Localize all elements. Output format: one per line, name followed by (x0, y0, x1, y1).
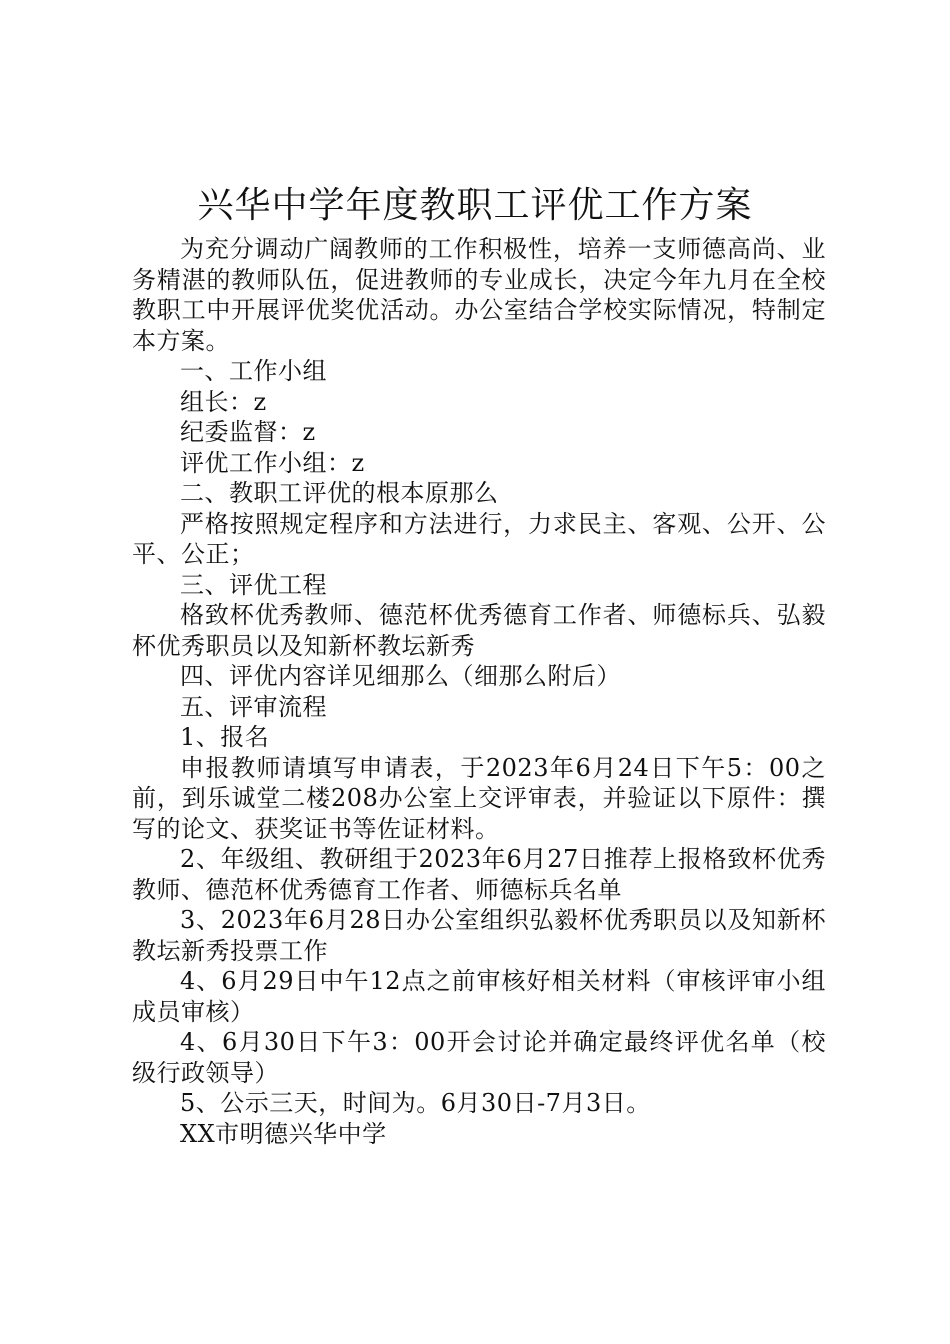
discipline-supervision-line: 纪委监督：z (180, 418, 316, 446)
document-title: 兴华中学年度教职工评优工作方案 (197, 185, 753, 226)
process-step-registration-heading: 1、报名 (180, 723, 270, 751)
section-heading-principles: 二、教职工评优的根本原那么 (180, 479, 499, 507)
process-step-recommendation: 2、年级组、教研组于2023年6月27日推荐上报格致杯优秀教师、德范杯优秀德育工作者、师德标兵名单 (132, 845, 826, 904)
process-step-publicity: 5、公示三天，时间为。6月30日-7月3日。 (180, 1089, 651, 1117)
document-body (132, 234, 826, 1149)
process-step-registration-detail: 申报教师请填写申请表，于2023年6月24日下午5：00之前，到乐诚堂二楼208办公室上交评审表，并验证以下原件：撰写的论文、获奖证书等佐证材料。 (132, 753, 826, 843)
school-signature: XX市明德兴华中学 (180, 1119, 387, 1148)
group-leader-line: 组长：z (180, 387, 267, 416)
section-heading-content: 四、评优内容详见细那么（细那么附后） (180, 662, 621, 690)
process-step-review: 4、6月29日中午12点之前审核好相关材料（审核评审小组成员审核） (132, 967, 826, 1026)
process-step-voting: 3、2023年6月28日办公室组织弘毅杯优秀职员以及知新杯教坛新秀投票工作 (132, 906, 826, 965)
awards-paragraph: 格致杯优秀教师、德范杯优秀德育工作者、师德标兵、弘毅杯优秀职员以及知新杯教坛新秀 (132, 601, 826, 660)
intro-paragraph: 为充分调动广阔教师的工作积极性，培养一支师德高尚、业务精湛的教师队伍，促进教师的专业成长，决定今年九月在全校教职工中开展评优奖优活动。办公室结合学校实际情况，特制定本方案。 (132, 235, 826, 355)
section-heading-awards: 三、评优工程 (180, 570, 327, 599)
process-step-final-meeting: 4、6月30日下午3：00开会讨论并确定最终评优名单（校级行政领导） (132, 1028, 826, 1087)
section-heading-working-group: 一、工作小组 (180, 357, 327, 385)
section-heading-process: 五、评审流程 (180, 692, 327, 721)
evaluation-group-line: 评优工作小组：z (180, 448, 365, 477)
principles-paragraph: 严格按照规定程序和方法进行，力求民主、客观、公开、公平、公正； (132, 509, 826, 568)
